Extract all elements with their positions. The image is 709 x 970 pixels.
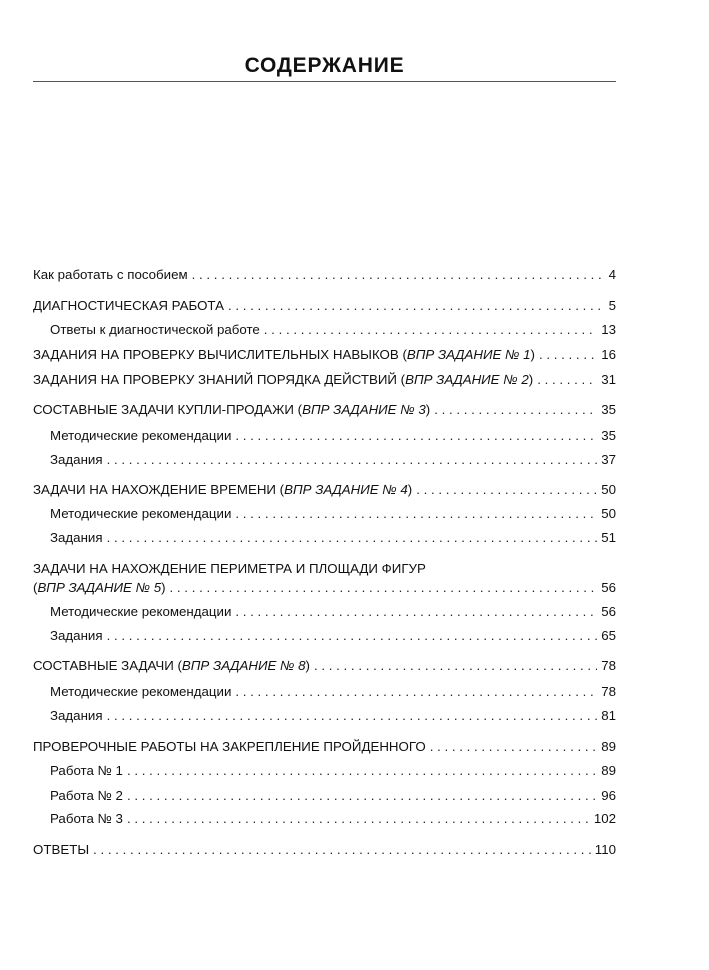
toc-entry-text: Задания: [50, 452, 103, 467]
toc-entry[interactable]: [33, 402, 616, 418]
toc-entry-task-ref: ВПР ЗАДАНИЕ № 8: [181, 658, 306, 673]
toc-page-number: 96: [601, 788, 616, 803]
toc-entry-text: ЗАДАНИЯ НА ПРОВЕРКУ ВЫЧИСЛИТЕЛЬНЫХ НАВЫКОВ (: [33, 347, 407, 362]
toc-entry-label: [50, 684, 231, 700]
toc-entry-tail: ): [528, 372, 534, 387]
toc-page-number: 89: [601, 739, 616, 754]
toc-entry[interactable]: [50, 684, 616, 700]
toc-entry[interactable]: [33, 580, 616, 596]
toc-entry-label: [33, 580, 166, 596]
toc-entry-label: [50, 530, 103, 546]
leader-dots: [314, 658, 597, 674]
toc-entry-text: Как работать с пособием: [33, 267, 188, 282]
toc-entry-text: Ответы к диагностической работе: [50, 322, 260, 337]
toc-entry[interactable]: [50, 428, 616, 444]
toc-entry-label: [50, 506, 231, 522]
toc-entry-task-ref: ВПР ЗАДАНИЕ № 1: [406, 347, 531, 362]
toc-entry-label: [33, 842, 89, 858]
leader-dots: [192, 267, 605, 283]
toc-entry-label: [33, 739, 426, 755]
toc-entry[interactable]: [33, 739, 616, 755]
toc-entry-text: СОСТАВНЫЕ ЗАДАЧИ (: [33, 658, 182, 673]
leader-dots: [107, 708, 598, 724]
toc-entry[interactable]: [50, 708, 616, 724]
toc-entry-text: Задания: [50, 708, 103, 723]
toc-page-number: 13: [601, 322, 616, 337]
toc-entry-text: ОТВЕТЫ: [33, 842, 90, 857]
leader-dots: [416, 482, 597, 498]
leader-dots: [127, 788, 597, 804]
toc-entry-task-ref: ВПР ЗАДАНИЕ № 4: [284, 482, 408, 497]
leader-dots: [93, 842, 591, 858]
toc-entry-label: [50, 811, 123, 827]
toc-entry-label: [33, 267, 188, 283]
toc-entry[interactable]: [33, 658, 616, 674]
title-rule: [33, 81, 616, 82]
toc-entry[interactable]: [33, 842, 616, 858]
toc-entry-text: (: [33, 580, 38, 595]
leader-dots: [235, 506, 597, 522]
toc-entry-text: Работа № 3: [50, 811, 123, 826]
toc-entry-label: [50, 763, 123, 779]
leader-dots: [539, 347, 597, 363]
leader-dots: [537, 372, 597, 388]
toc-heading-line: ЗАДАЧИ НА НАХОЖДЕНИЕ ПЕРИМЕТРА И ПЛОЩАДИ ФИГУР: [33, 561, 426, 576]
toc-page-number: 78: [601, 658, 616, 673]
toc-entry[interactable]: [50, 763, 616, 779]
leader-dots: [434, 402, 597, 418]
leader-dots: [127, 763, 597, 779]
toc-entry[interactable]: [50, 628, 616, 644]
toc-entry[interactable]: [33, 298, 616, 314]
toc-page-number: 56: [601, 580, 616, 595]
toc-page-number: 89: [601, 763, 616, 778]
toc-entry-label: [33, 347, 535, 363]
toc-entry-label: [33, 372, 533, 388]
toc-entry-text: ЗАДАНИЯ НА ПРОВЕРКУ ЗНАНИЙ ПОРЯДКА ДЕЙСТВИЙ (: [33, 372, 406, 387]
toc-entry-tail: ): [407, 482, 413, 497]
toc-page-number: 50: [601, 482, 616, 497]
toc-entry[interactable]: [50, 811, 616, 827]
toc-entry-label: [50, 428, 231, 444]
toc-entry-label: [50, 604, 231, 620]
toc-page-number: 110: [594, 842, 616, 857]
toc-entry-text: Работа № 1: [50, 763, 123, 778]
toc-entry-task-ref: ВПР ЗАДАНИЕ № 2: [405, 372, 529, 387]
toc-entry-text: Методические рекомендации: [50, 604, 232, 619]
leader-dots: [235, 428, 597, 444]
toc-entry-label: [50, 708, 103, 724]
toc-entry[interactable]: [33, 372, 616, 388]
toc-page-number: 31: [601, 372, 616, 387]
toc-entry-text: Задания: [50, 530, 103, 545]
toc-page-number: 56: [601, 604, 616, 619]
page-title: СОДЕРЖАНИЕ: [244, 54, 405, 77]
toc-entry-label: [50, 788, 123, 804]
leader-dots: [127, 811, 590, 827]
toc-page-number: 51: [601, 530, 616, 545]
toc-entry-text: Методические рекомендации: [50, 684, 232, 699]
toc-page-number: 65: [601, 628, 616, 643]
leader-dots: [107, 452, 598, 468]
page-title-wrap: [33, 54, 616, 78]
toc-entry[interactable]: [50, 452, 616, 468]
toc-entry-label: [50, 452, 103, 468]
toc-entry-text: ДИАГНОСТИЧЕСКАЯ РАБОТА: [33, 298, 224, 313]
toc-page-number: 50: [601, 506, 616, 521]
leader-dots: [235, 684, 597, 700]
toc-entry-tail: ): [425, 402, 431, 417]
toc-entry-text: Задания: [50, 628, 103, 643]
toc-page-number: 81: [601, 708, 616, 723]
toc-entry-text: Методические рекомендации: [50, 506, 232, 521]
toc-entry-text: Методические рекомендации: [50, 428, 232, 443]
toc-entry-label: [50, 322, 260, 338]
toc-entry[interactable]: [33, 267, 616, 283]
toc-entry[interactable]: [33, 482, 616, 498]
toc-page-number: 35: [601, 402, 616, 417]
toc-page-number: 35: [601, 428, 616, 443]
toc-entry-tail: ): [305, 658, 310, 673]
toc-entry-text: ЗАДАЧИ НА НАХОЖДЕНИЕ ВРЕМЕНИ (: [33, 482, 285, 497]
leader-dots: [264, 322, 597, 338]
toc-entry[interactable]: [33, 347, 616, 363]
toc-entry-label: [33, 402, 430, 418]
leader-dots: [107, 530, 598, 546]
toc-entry-text: СОСТАВНЫЕ ЗАДАЧИ КУПЛИ-ПРОДАЖИ (: [33, 402, 303, 417]
toc-entry-text: Работа № 2: [50, 788, 123, 803]
leader-dots: [170, 580, 598, 596]
toc-entry[interactable]: [50, 788, 616, 804]
toc-entry-label: [33, 482, 412, 498]
toc-page-number: 78: [601, 684, 616, 699]
toc-page-number: 5: [608, 298, 616, 313]
toc-entry-label: [50, 628, 103, 644]
leader-dots: [228, 298, 605, 314]
toc-page-number: 16: [601, 347, 616, 362]
toc-entry-text: ПРОВЕРОЧНЫЕ РАБОТЫ НА ЗАКРЕПЛЕНИЕ ПРОЙДЕННОГО: [33, 739, 426, 754]
toc-entry-label: [33, 658, 310, 674]
leader-dots: [107, 628, 598, 644]
leader-dots: [235, 604, 597, 620]
toc-entry-tail: ): [530, 347, 535, 362]
toc-entry[interactable]: [50, 604, 616, 620]
toc-entry-label: [33, 298, 224, 314]
toc-entry[interactable]: [50, 322, 616, 338]
toc-entry-task-ref: ВПР ЗАДАНИЕ № 5: [37, 580, 162, 595]
leader-dots: [430, 739, 598, 755]
toc-entry[interactable]: [50, 506, 616, 522]
toc-entry-tail: ): [161, 580, 166, 595]
toc-page-number: 4: [608, 267, 616, 282]
toc-page-number: 37: [601, 452, 616, 467]
toc-page-number: 102: [593, 811, 616, 826]
toc-entry-task-ref: ВПР ЗАДАНИЕ № 3: [302, 402, 426, 417]
toc-entry[interactable]: [50, 530, 616, 546]
